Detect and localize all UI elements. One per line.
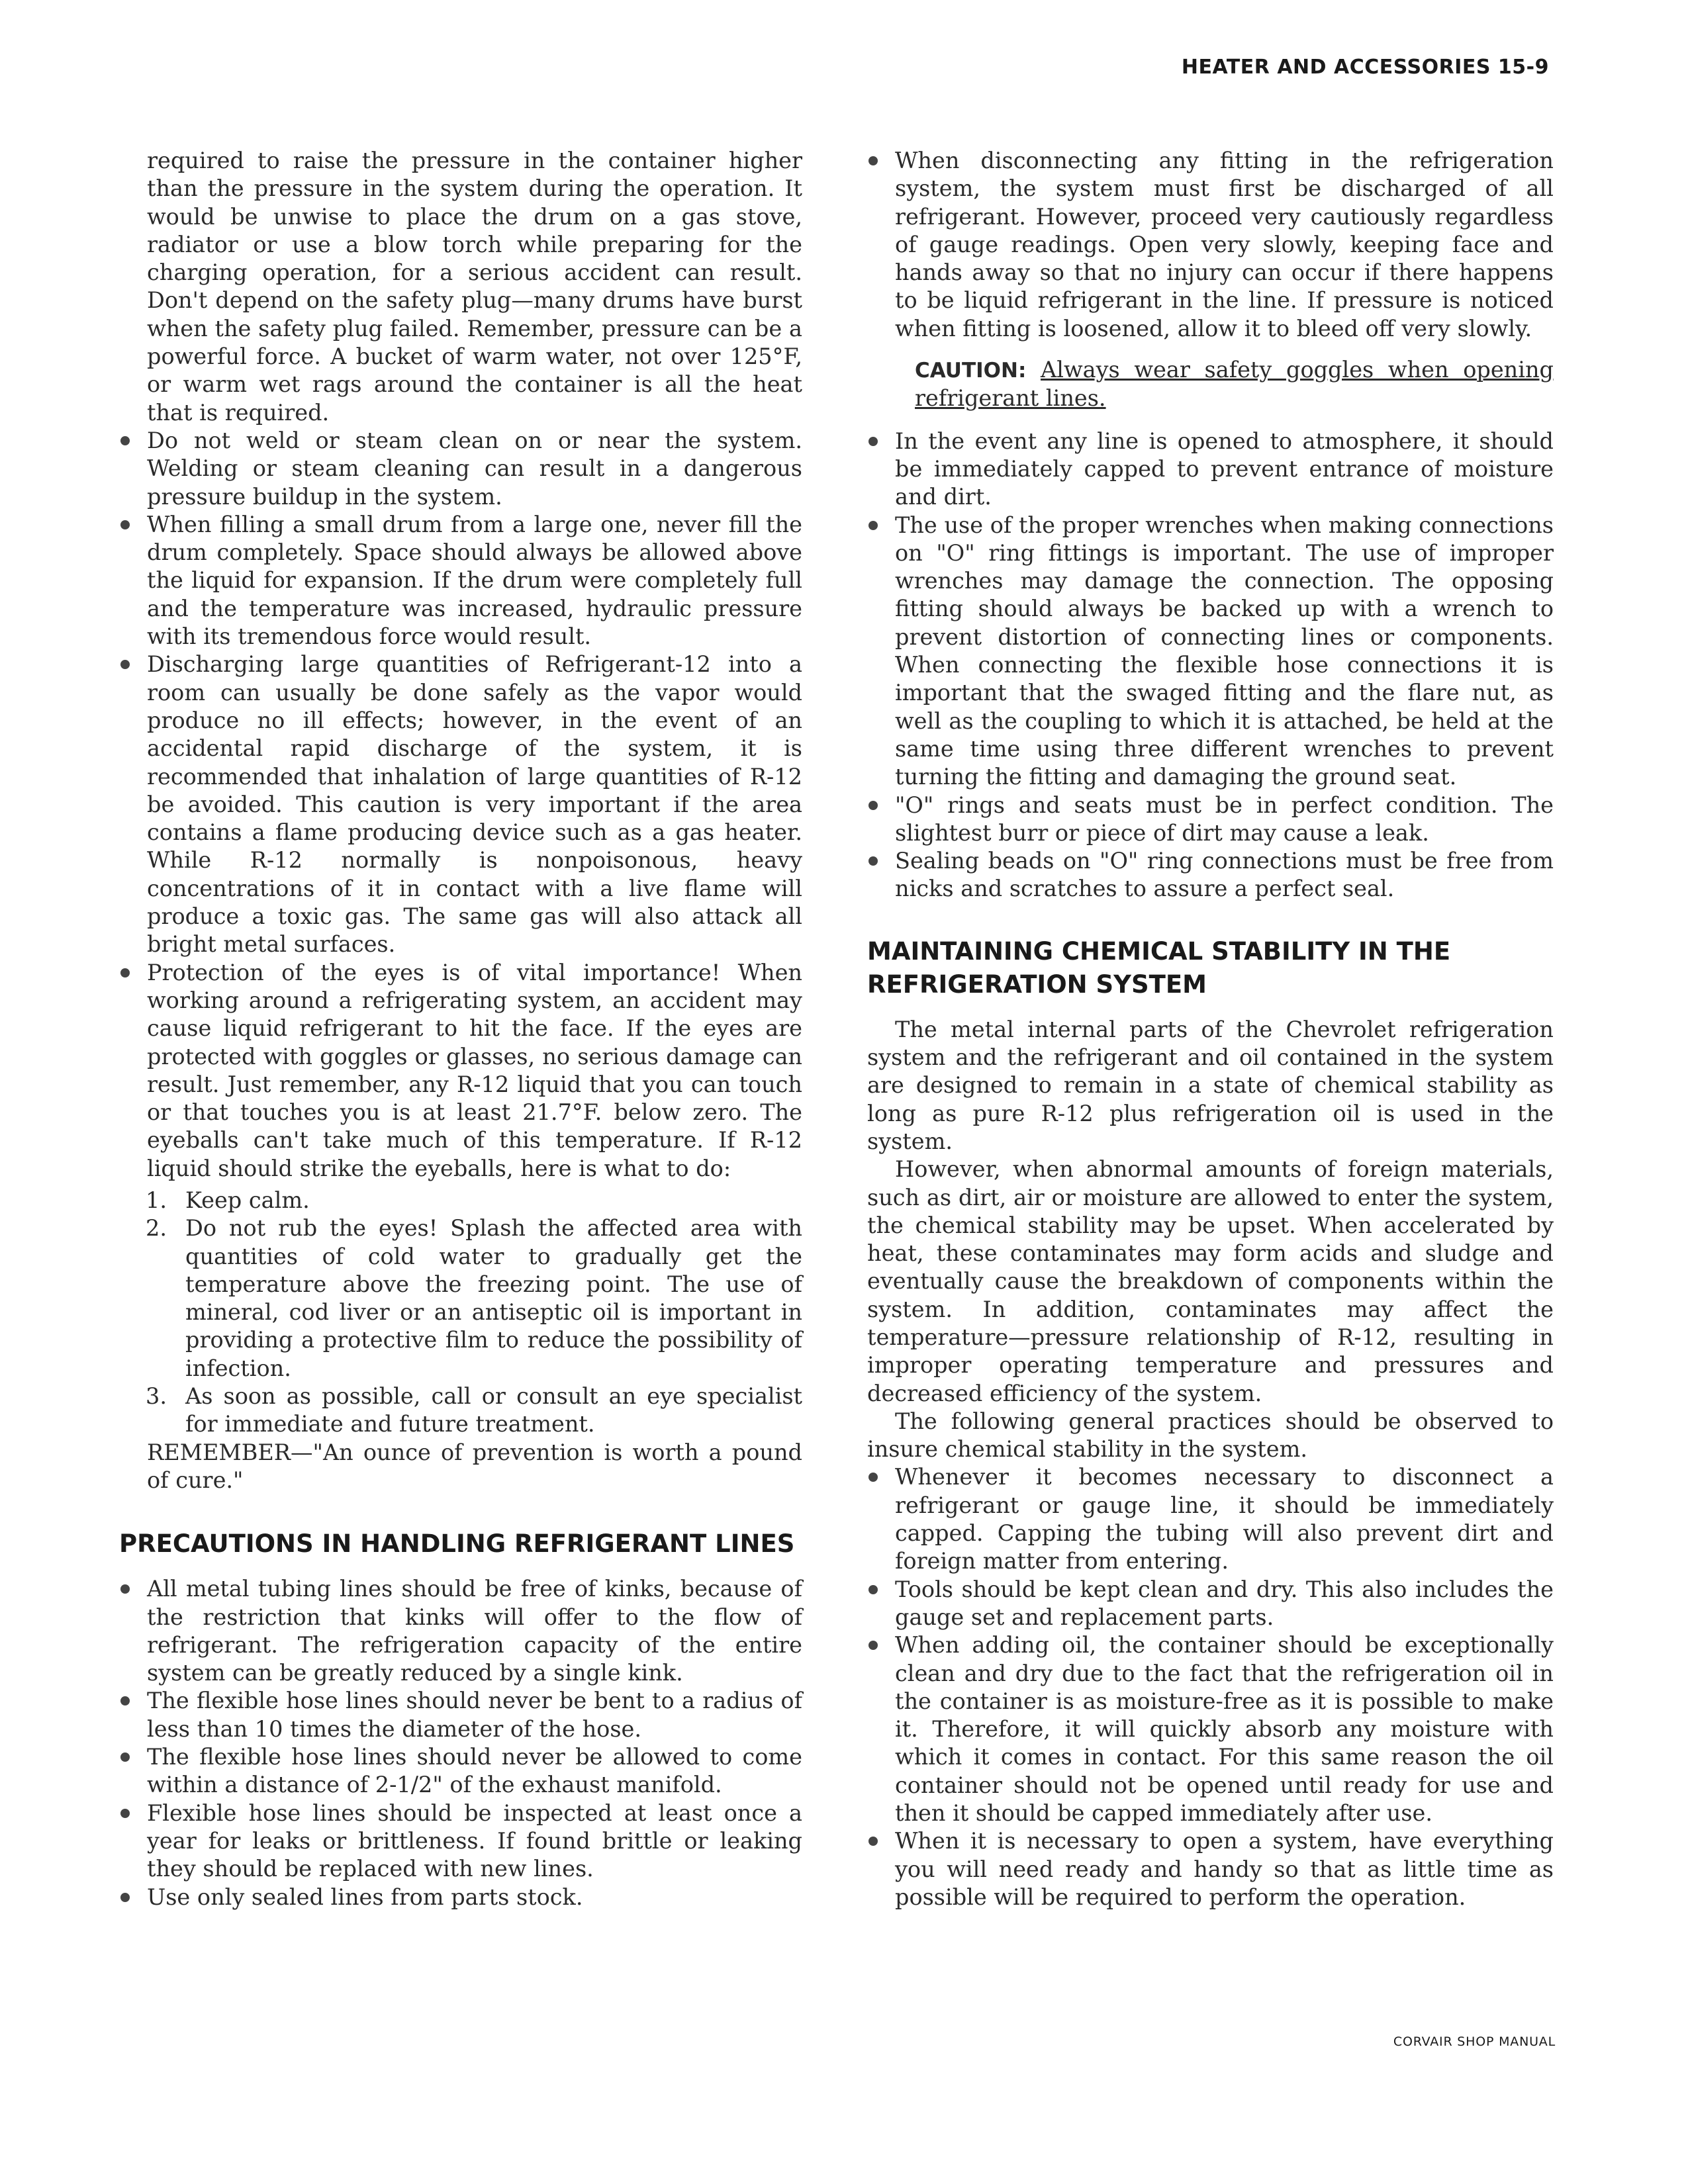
caution-label: CAUTION: (915, 359, 1027, 383)
right-column (867, 147, 1554, 1911)
list-item: Protection of the eyes is of vital importance! When working around a refrigerating system, an accident may cause liquid refrigerant to hit the face. If the eyes are protected with goggles or glasses, no serious damage can result. Just remember, any R-12 liquid that you can touch or that touches you is at least 21.7°F. below zero. The eyeballs can't take much of this temperature. If R-12 liquid should strike the eyeballs, here is what to do: (119, 959, 802, 1183)
body-paragraph: The metal internal parts of the Chevrolet refrigeration system and the refrigerant and oil contained in the system are designed to remain in a state of chemical stability as long as pure R-12 plus refrigeration oil is used in the system. (867, 1016, 1554, 1154)
list-item: Do not weld or steam clean on or near the system. Welding or steam cleaning can result in a dangerous pressure buildup in the system. (119, 427, 802, 511)
body-paragraph: However, when abnormal amounts of foreign materials, such as dirt, air or moisture are allowed to enter the system, the chemical stability may be upset. When accelerated by heat, these contaminates may form acids and sludge and eventually cause the breakdown of components within the system. In addition, contaminates may affect the temperature—pressure relationship of R-12, resulting in improper operating temperature and pressures and decreased efficiency of the system. (867, 1156, 1554, 1406)
list-item: Discharging large quantities of Refrigerant-12 into a room can usually be done safely as the vapor would produce no ill effects; however, in the event of an accidental rapid discharge of the system, it is recommended that inhalation of large quantities of R-12 be avoided. This caution is very important if the area contains a flame producing device such as a gas heater. While R-12 normally is nonpoisonous, heavy concentrations of it in contact with a live flame will produce a toxic gas. The same gas will also attack all bright metal surfaces. (119, 651, 802, 958)
list-item: Flexible hose lines should be inspected at least once a year for leaks or brittleness. If found brittle or leaking they should be replaced with new lines. (119, 1799, 802, 1884)
caution-text: Always wear safety goggles when opening refrigerant lines. (915, 357, 1554, 412)
step-text: Do not rub the eyes! Splash the affected area with quantities of cold water to gradually get the temperature above the freezing point. The use of mineral, cod liver or an antiseptic oil is important in providing a protective film to reduce the possibility of infection. (185, 1215, 802, 1381)
list-item: Whenever it becomes necessary to disconnect a refrigerant or gauge line, it should be immediately capped. Capping the tubing will also prevent dirt and foreign matter from entering. (867, 1463, 1554, 1575)
step-text: Keep calm. (185, 1187, 310, 1213)
step-number: 1. (146, 1187, 167, 1213)
remember-note: REMEMBER—"An ounce of prevention is worth a pound of cure." (147, 1439, 802, 1493)
section-heading: PRECAUTIONS IN HANDLING REFRIGERANT LINES (119, 1529, 795, 1559)
list-item: The flexible hose lines should never be bent to a radius of less than 10 times the diameter of the hose. (119, 1687, 802, 1743)
list-item: The use of the proper wrenches when making connections on "O" ring fittings is important. The use of improper wrenches may damage the connection. The opposing fitting should always be backed up with a wrench to prevent distortion of connecting lines or components. When connecting the flexible hose connections it is important that the swaged fitting and the flare nut, as well as the coupling to which it is attached, be held at the same time using three different wrenches to prevent turning the fitting and damaging the ground seat. (867, 512, 1554, 792)
step-text: As soon as possible, call or consult an eye specialist for immediate and future treatment. (185, 1383, 802, 1437)
step-number: 3. (146, 1383, 167, 1410)
step-item (119, 1214, 802, 1383)
step-item (119, 1383, 802, 1439)
list-item: The flexible hose lines should never be allowed to come within a distance of 2-1/2" of the exhaust manifold. (119, 1743, 802, 1799)
list-item: In the event any line is opened to atmosphere, it should be immediately capped to prevent entrance of moisture and dirt. (867, 428, 1554, 512)
page-header: HEATER AND ACCESSORIES 15-9 (1181, 56, 1549, 79)
left-column (119, 147, 802, 1911)
list-item: When it is necessary to open a system, have everything you will need ready and handy so that as little time as possible will be required to perform the operation. (867, 1827, 1554, 1911)
list-item: When filling a small drum from a large one, never fill the drum completely. Space should always be allowed above the liquid for expansion. If the drum were completely full and the temperature was increased, hydraulic pressure with its tremendous force would result. (119, 511, 802, 651)
list-item: "O" rings and seats must be in perfect condition. The slightest burr or piece of dirt may cause a leak. (867, 792, 1554, 848)
section-heading: MAINTAINING CHEMICAL STABILITY IN THE REFRIGERATION SYSTEM (867, 936, 1451, 999)
step-number: 2. (146, 1215, 167, 1242)
page-footer: CORVAIR SHOP MANUAL (1393, 2034, 1556, 2049)
body-paragraph: The following general practices should be observed to insure chemical stability in the system. (867, 1408, 1554, 1463)
list-item: When disconnecting any fitting in the refrigeration system, the system must first be discharged of all refrigerant. However, proceed very cautiously regardless of gauge readings. Open very slowly, keeping face and hands away so that no injury can occur if there happens to be liquid refrigerant in the line. If pressure is noticed when fitting is loosened, allow it to bleed off very slowly. (867, 147, 1554, 343)
list-item: Sealing beads on "O" ring connections must be free from nicks and scratches to assure a perfect seal. (867, 847, 1554, 903)
list-item: Tools should be kept clean and dry. This also includes the gauge set and replacement parts. (867, 1576, 1554, 1632)
intro-paragraph: required to raise the pressure in the container higher than the pressure in the system during the operation. It would be unwise to place the drum on a gas stove, radiator or use a blow torch while preparing for the charging operation, for a serious accident can result. Don't depend on the safety plug—many drums have burst when the safety plug failed. Remember, pressure can be a powerful force. A bucket of warm water, not over 125°F, or warm wet rags around the container is all the heat that is required. (147, 148, 802, 426)
list-item: All metal tubing lines should be free of kinks, because of the restriction that kinks will offer to the flow of refrigerant. The refrigeration capacity of the entire system can be greatly reduced by a single kink. (119, 1575, 802, 1687)
step-item (119, 1187, 802, 1214)
list-item: When adding oil, the container should be exceptionally clean and dry due to the fact that the refrigeration oil in the container is as moisture-free as it is possible to make it. Therefore, it will quickly absorb any moisture with which it comes in contact. For this same reason the oil container should not be opened until ready for use and then it should be capped immediately after use. (867, 1631, 1554, 1827)
list-item: Use only sealed lines from parts stock. (119, 1884, 802, 1911)
caution-note (915, 356, 1554, 416)
